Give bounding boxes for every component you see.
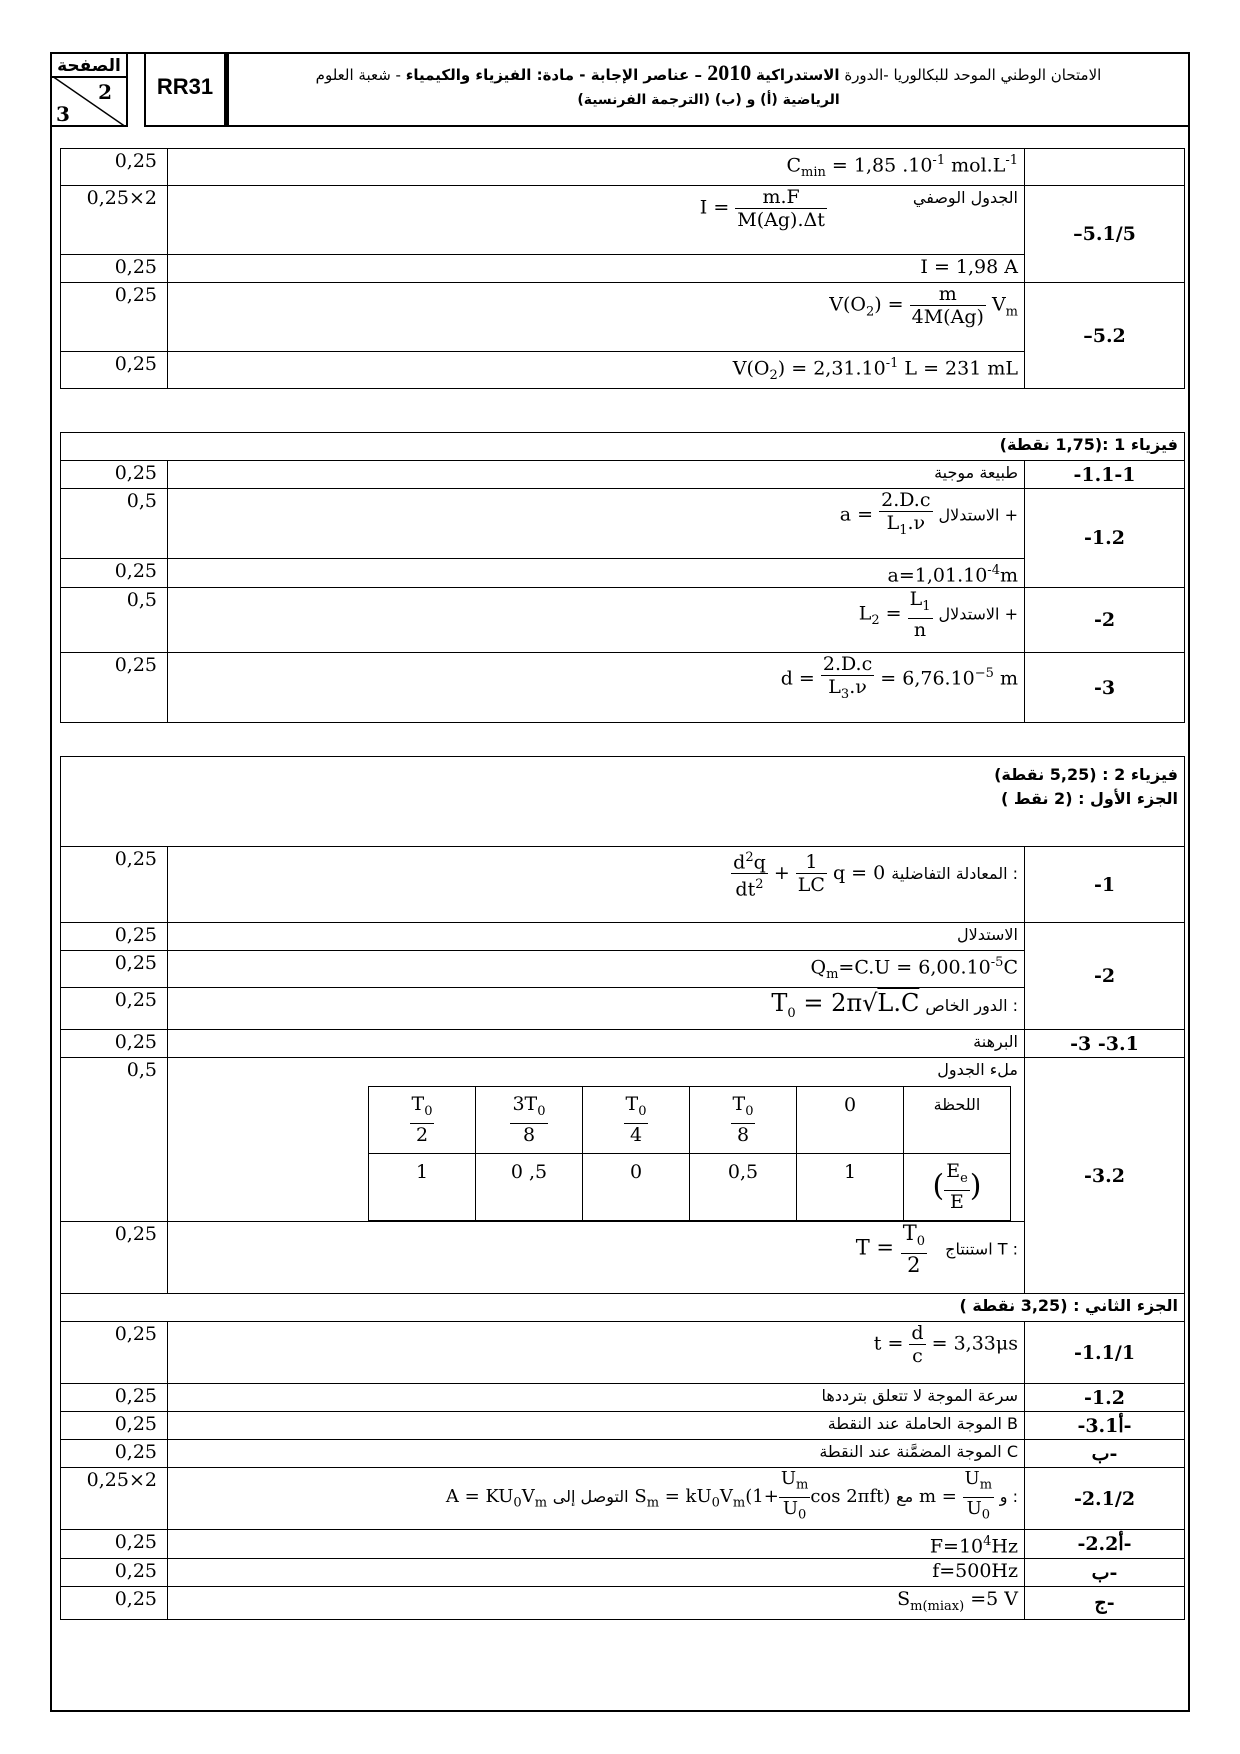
points-cell: 0,25 bbox=[61, 1412, 168, 1440]
physics2-table bbox=[60, 756, 1185, 1620]
points-cell: 0,25 bbox=[61, 1322, 168, 1384]
question-number: -3 -3.1 bbox=[1025, 1030, 1185, 1058]
ratio-cell: 0 ,5 bbox=[476, 1154, 583, 1221]
question-number: -1 bbox=[1025, 847, 1185, 923]
points-cell: 0,25 bbox=[61, 951, 168, 988]
table-header: اللحظة bbox=[904, 1087, 1011, 1154]
points-cell: 0,25 bbox=[61, 283, 168, 352]
page-number-box bbox=[50, 52, 128, 127]
exam-year: 2010 bbox=[707, 60, 752, 85]
question-number: –5.1/5 bbox=[1025, 186, 1185, 283]
question-number: ج- bbox=[1025, 1587, 1185, 1620]
question-number: -1.1/1 bbox=[1025, 1322, 1185, 1384]
question-number: -3 bbox=[1025, 653, 1185, 723]
question-number: -2 bbox=[1025, 923, 1185, 1030]
points-cell: 0,25 bbox=[61, 923, 168, 951]
points-cell: 0,25 bbox=[61, 1440, 168, 1468]
section-title: الجزء الثاني : (3,25 نقطة ) bbox=[61, 1294, 1185, 1322]
answer-qm-value: $Q_m=C.U = 6,00.10^{-5}C$ bbox=[168, 951, 1025, 988]
exam-code: RR31 bbox=[156, 74, 214, 99]
question-number: -3.2 bbox=[1025, 1058, 1185, 1294]
points-cell: 0,5 bbox=[61, 588, 168, 653]
answer-time: t = $\frac{d}{c}$ = 3,33μs bbox=[168, 1322, 1025, 1384]
answer-text: البرهنة bbox=[168, 1030, 1025, 1058]
question-number: ب- bbox=[1025, 1440, 1185, 1468]
ratio-cell: 1 bbox=[369, 1154, 476, 1221]
answer-current-formula: I = $\frac{m.F}{M(Ag).\Delta t}$ $^{الجدول الوصفي}$ bbox=[168, 186, 1025, 255]
answer-cmin: $C_{min} = 1,85$ $.10^{-1}$ $mol.L^{-1}$ bbox=[168, 149, 1025, 186]
physics1-table bbox=[60, 432, 1185, 723]
answer-max-voltage: $S_{m(miax)} =5$ V bbox=[168, 1587, 1025, 1620]
exam-title-line1: الامتحان الوطني الموحد للبكالوريا -الدورة الاستدراكية 2010 – عناصر الإجابة - مادة: الفيزياء والكيمياء - شعبة العلوم bbox=[315, 60, 1102, 85]
page-total: 3 bbox=[56, 102, 70, 126]
answer-text: الموجة المضمَّنة عند النقطة C bbox=[168, 1440, 1025, 1468]
answer-a-value: $a=1,01.10^{-4}m$ bbox=[168, 559, 1025, 588]
points-cell: 0,25 bbox=[61, 653, 168, 723]
answer-current-value: I = 1,98 A bbox=[168, 255, 1025, 283]
question-number: ب- bbox=[1025, 1559, 1185, 1587]
question-number: -1.2 bbox=[1025, 489, 1185, 588]
points-cell: 0,25×2 bbox=[61, 1468, 168, 1530]
points-cell: 0,25 bbox=[61, 1030, 168, 1058]
answer-text: سرعة الموجة لا تتعلق بترددها bbox=[168, 1384, 1025, 1412]
answer-l2-formula: $L_2$ = $\frac{L_1}{n}$ الاستدلال + bbox=[168, 588, 1025, 653]
points-cell: 0,25 bbox=[61, 255, 168, 283]
ratio-cell: 0,5 bbox=[690, 1154, 797, 1221]
points-cell: 0,25 bbox=[61, 1384, 168, 1412]
points-cell: 0,25 bbox=[61, 461, 168, 489]
exam-title-box bbox=[226, 52, 1190, 127]
answer-period-formula: $T_0 = 2\pi√L.C$ الدور الخاص : bbox=[168, 988, 1025, 1030]
points-cell: 0,25 bbox=[61, 1587, 168, 1620]
answer-d-formula: d = $\frac{2.D.c}{L_3.\nu}$ = $6,76.10^{-5}$ m bbox=[168, 653, 1025, 723]
question-number: -3.1أ- bbox=[1025, 1412, 1185, 1440]
question-number: -1.2 bbox=[1025, 1384, 1185, 1412]
chemistry-table bbox=[60, 148, 1185, 389]
exam-title-line2: الرياضية (أ) و (ب) (الترجمة الفرنسية) bbox=[577, 92, 840, 108]
points-cell: 0,25 bbox=[61, 352, 168, 389]
points-cell: 0,25 bbox=[61, 988, 168, 1030]
ratio-cell: 0 bbox=[583, 1154, 690, 1221]
points-cell: 0,25 bbox=[61, 1559, 168, 1587]
points-cell: 0,5 bbox=[61, 489, 168, 559]
answer-volume-value: $V(O_2) = 2,31.10^{-1}$ L = 231 mL bbox=[168, 352, 1025, 389]
question-number: -2 bbox=[1025, 588, 1185, 653]
question-number: -2.1/2 bbox=[1025, 1468, 1185, 1530]
points-cell: 0,25 bbox=[61, 1530, 168, 1559]
points-cell: 0,25 bbox=[61, 149, 168, 186]
question-number: –5.2 bbox=[1025, 283, 1185, 389]
answer-volume-formula: $V(O_2)$ = $\frac{m}{4M(Ag)}$ $V_m$ bbox=[168, 283, 1025, 352]
points-cell: 0,25×2 bbox=[61, 186, 168, 255]
page-label: الصفحة bbox=[52, 56, 126, 78]
points-cell: 0,25 bbox=[61, 559, 168, 588]
answer-text: طبيعة موجية bbox=[168, 461, 1025, 489]
answer-a-formula: a = $\frac{2.D.c}{L_1.\nu}$ الاستدلال + bbox=[168, 489, 1025, 559]
answer-text: الاستدلال bbox=[168, 923, 1025, 951]
answer-modulated-signal: $A = KU_0V_m$ و m = $\frac{U_m}{U_0}$ مع $S_m = kU_0V_m(1+$ $\frac{U_m}{U_0}$ cos 2πft) التوصل إلى : bbox=[168, 1468, 1025, 1530]
ratio-cell: 1 bbox=[797, 1154, 904, 1221]
exam-code-box bbox=[144, 52, 226, 127]
answer-carrier-frequency: $F=10^4Hz$ bbox=[168, 1530, 1025, 1559]
points-cell: 0,25 bbox=[61, 1222, 168, 1294]
answer-t-deduction: T = $\frac{T_0}{2}$ استنتاج T : bbox=[168, 1222, 1025, 1294]
points-cell: 0,5 bbox=[61, 1058, 168, 1222]
question-number: -2.2أ- bbox=[1025, 1530, 1185, 1559]
answer-text: ملء الجدول bbox=[937, 1060, 1018, 1080]
answer-diff-equation: $\frac{d^2q}{dt^2}$ + $\frac{1}{LC}$ q = 0 المعادلة التفاضلية : bbox=[168, 847, 1025, 923]
section-title: فيزياء 1 :(1,75 نقطة) bbox=[61, 433, 1185, 461]
energy-ratio-table: $\frac{T_0}{2}$ $\frac{3T_0}{8}$ $\frac{T_0}{4}$ $\frac{T_0}{8}$ 0 اللحظة 1 0 ,5 0 0,5 1 ( $\frac{E_e}{E}$ ) bbox=[368, 1086, 1011, 1221]
page-number: 2 bbox=[98, 80, 112, 104]
answer-signal-frequency: f=500Hz bbox=[168, 1559, 1025, 1587]
question-number: -1.1-1 bbox=[1025, 461, 1185, 489]
answer-text: الموجة الحاملة عند النقطة B bbox=[168, 1412, 1025, 1440]
section-title: فيزياء 2 : (5,25 نقطة) الجزء الأول : (2 نقط ) bbox=[61, 757, 1185, 847]
points-cell: 0,25 bbox=[61, 847, 168, 923]
